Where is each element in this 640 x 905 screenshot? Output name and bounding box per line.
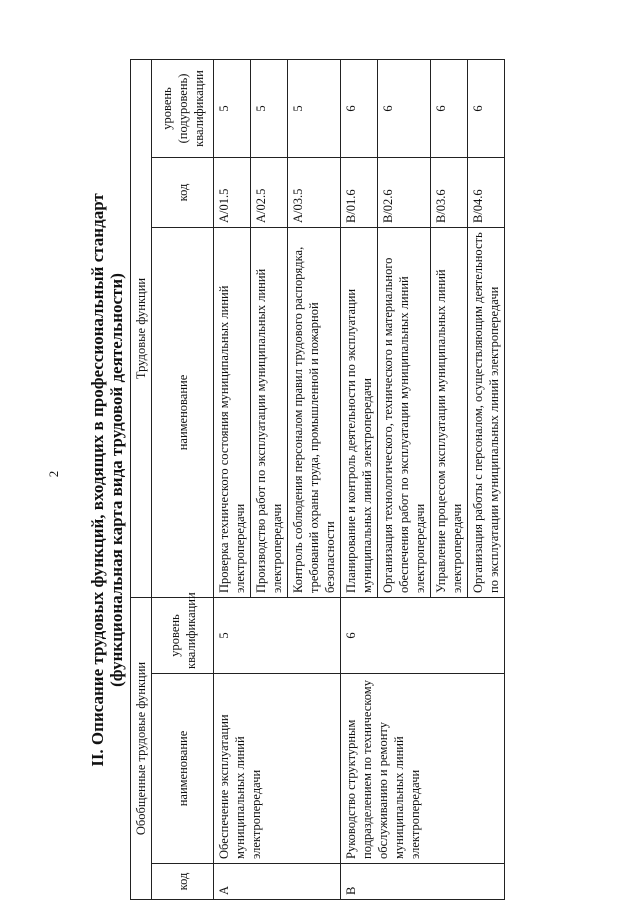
header-name: наименование	[152, 674, 214, 864]
section-title-line-1: II. Описание трудовых функций, входящих в профессиональный стандарт	[88, 193, 107, 767]
function-name: Организация технологического, технического и материального обеспечения работ по эксплуатации муниципальных линий электропередачи	[378, 228, 431, 598]
header-labor-functions: Трудовые функции	[131, 59, 152, 597]
function-name: Производство работ по эксплуатации муниципальных линий электропередачи	[251, 228, 288, 598]
header-function-name: наименование	[152, 228, 214, 598]
function-code: В/03.6	[431, 158, 468, 228]
header-function-level: уровень (подуровень) квалификации	[152, 59, 214, 157]
page-number: 2	[46, 470, 61, 478]
function-level: 5	[214, 59, 251, 157]
functional-map-table	[130, 59, 505, 900]
function-level: 6	[431, 59, 468, 157]
header-level: уровень квалификации	[152, 598, 214, 674]
function-code: А/01.5	[214, 158, 251, 228]
function-level: 6	[341, 59, 378, 157]
header-generalized-functions: Обобщенные трудовые функции	[131, 598, 152, 900]
function-level: 5	[251, 59, 288, 157]
function-code: В/02.6	[378, 158, 431, 228]
function-name: Контроль соблюдения персоналом правил трудового распорядка, требований охраны труда, промышленной и пожарной безопасности	[288, 228, 341, 598]
function-name: Управление процессом эксплуатации муниципальных линий электропередачи	[431, 228, 468, 598]
function-code: В/01.6	[341, 158, 378, 228]
group-level: 6	[341, 598, 505, 674]
section-title	[88, 60, 126, 900]
function-code: А/03.5	[288, 158, 341, 228]
function-level: 6	[468, 59, 505, 157]
function-name: Проверка технического состояния муниципальных линий электропередачи	[214, 228, 251, 598]
table-row	[214, 59, 251, 899]
group-name: Руководство структурным подразделением по техническому обслуживанию и ремонту муниципальных линий электропередачи	[341, 674, 505, 864]
group-level: 5	[214, 598, 341, 674]
table-row	[341, 59, 378, 899]
group-name: Обеспечение эксплуатации муниципальных линий электропередачи	[214, 674, 341, 864]
function-level: 6	[378, 59, 431, 157]
group-code: А	[214, 864, 341, 900]
header-code: код	[152, 864, 214, 900]
function-name: Организация работы с персоналом, осуществляющим деятельность по эксплуатации муниципальных линий электропередачи	[468, 228, 505, 598]
header-function-code: код	[152, 158, 214, 228]
group-code: В	[341, 864, 505, 900]
function-level: 5	[288, 59, 341, 157]
function-code: А/02.5	[251, 158, 288, 228]
landscape-content	[88, 60, 588, 900]
function-code: В/04.6	[468, 158, 505, 228]
function-name: Планирование и контроль деятельности по эксплуатации муниципальных линий электропередачи	[341, 228, 378, 598]
section-title-line-2: (функциональная карта вида трудовой деятельности)	[107, 273, 126, 687]
